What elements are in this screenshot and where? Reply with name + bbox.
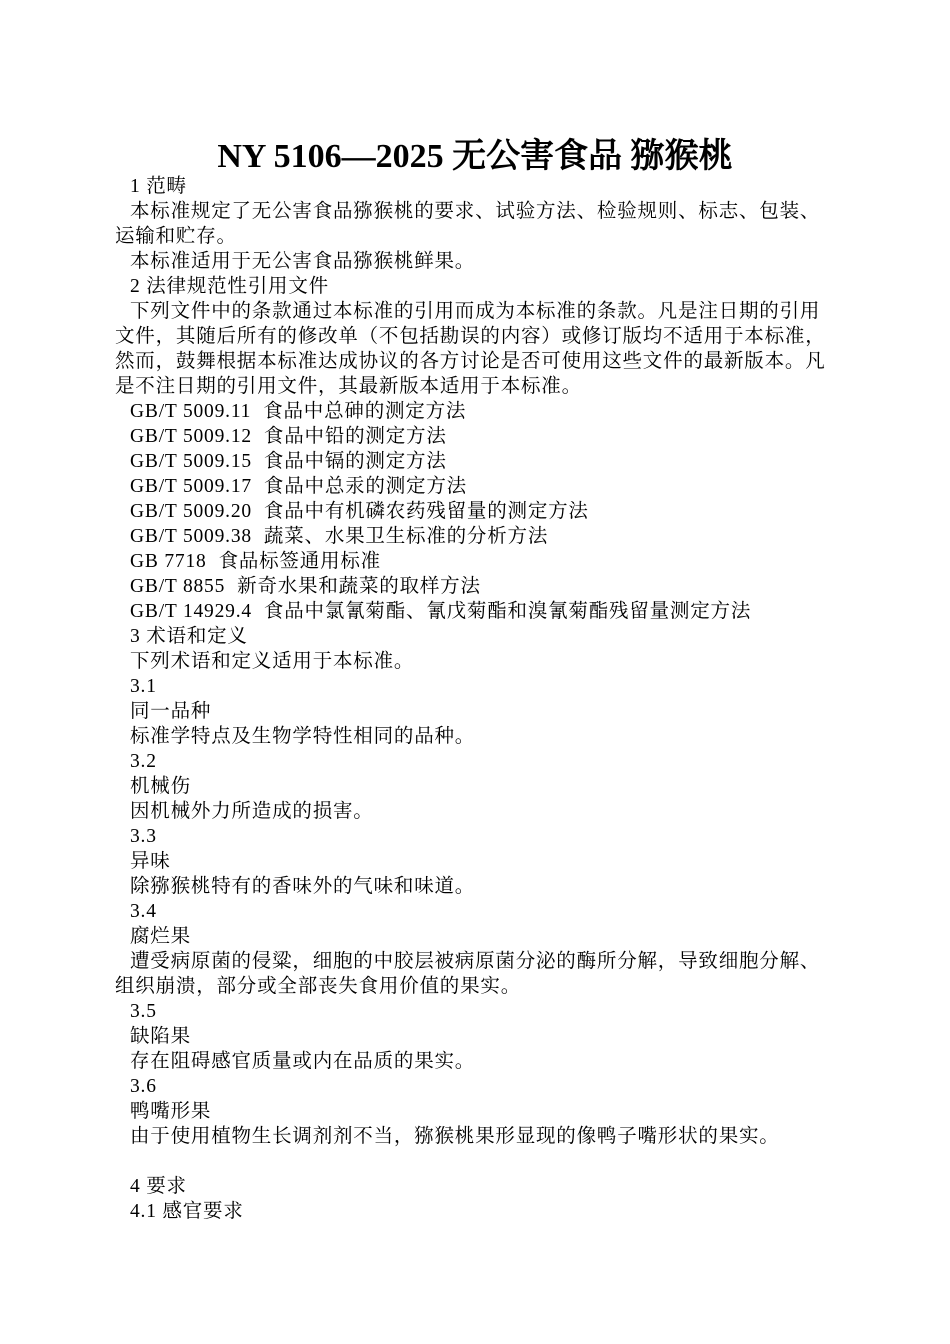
- reference-item: GB/T 5009.20 食品中有机磷农药残留量的测定方法: [130, 501, 589, 522]
- reference-item: GB/T 5009.11 食品中总砷的测定方法: [130, 401, 467, 422]
- paragraph: 本标准适用于无公害食品猕猴桃鲜果。: [130, 251, 476, 272]
- term-definition: 标准学特点及生物学特性相同的品种。: [130, 726, 476, 747]
- paragraph: 本标准规定了无公害食品猕猴桃的要求、试验方法、检验规则、标志、包装、运输和贮存。: [115, 201, 821, 247]
- document-body: [115, 174, 835, 1224]
- reference-item: GB/T 14929.4 食品中氯氰菊酯、氰戊菊酯和溴氰菊酯残留量测定方法: [130, 601, 752, 622]
- term-number: 3.4: [130, 901, 157, 922]
- subsection-heading: 4.1 感官要求: [130, 1201, 244, 1222]
- reference-list: [115, 399, 835, 624]
- paragraph: 下列术语和定义适用于本标准。: [130, 651, 415, 672]
- term-name: 同一品种: [130, 701, 212, 722]
- term-definition: 因机械外力所造成的损害。: [130, 801, 374, 822]
- reference-item: GB/T 8855 新奇水果和蔬菜的取样方法: [130, 576, 481, 597]
- term-number: 3.2: [130, 751, 157, 772]
- term-name: 异味: [130, 851, 171, 872]
- term-definition: 由于使用植物生长调剂剂不当，猕猴桃果形显现的像鸭子嘴形状的果实。: [130, 1126, 780, 1147]
- term-definition: 存在阻碍感官质量或内在品质的果实。: [130, 1051, 476, 1072]
- reference-item: GB 7718 食品标签通用标准: [130, 551, 381, 572]
- term-name: 腐烂果: [130, 926, 191, 947]
- section-heading-references: 2 法律规范性引用文件: [130, 276, 329, 297]
- term-number: 3.1: [130, 676, 157, 697]
- reference-item: GB/T 5009.15 食品中镉的测定方法: [130, 451, 447, 472]
- term-definition: 除猕猴桃特有的香味外的气味和味道。: [130, 876, 476, 897]
- term-name: 鸭嘴形果: [130, 1101, 212, 1122]
- section-heading-requirements: 4 要求: [130, 1176, 187, 1197]
- term-number: 3.5: [130, 1001, 157, 1022]
- term-definition: 遭受病原菌的侵粱，细胞的中胶层被病原菌分泌的酶所分解，导致细胞分解、组织崩溃，部分或全部丧失食用价值的果实。: [115, 951, 821, 997]
- term-number: 3.6: [130, 1076, 157, 1097]
- reference-item: GB/T 5009.12 食品中铅的测定方法: [130, 426, 447, 447]
- document-title: NY 5106—2025 无公害食品 猕猴桃: [217, 138, 733, 175]
- reference-item: GB/T 5009.38 蔬菜、水果卫生标准的分析方法: [130, 526, 549, 547]
- paragraph: 下列文件中的条款通过本标准的引用而成为本标准的条款。凡是注日期的引用文件，其随后所有的修改单（不包括勘误的内容）或修订版均不适用于本标准，然而，鼓舞根据本标准达成协议的各方讨论是否可使用这些文件的最新版本。凡是不注日期的引用文件，其最新版本适用于本标准。: [115, 301, 826, 397]
- section-heading-terms: 3 术语和定义: [130, 626, 248, 647]
- term-name: 缺陷果: [130, 1026, 191, 1047]
- section-heading-scope: 1 范畴: [130, 176, 187, 197]
- term-name: 机械伤: [130, 776, 191, 797]
- term-number: 3.3: [130, 826, 157, 847]
- reference-item: GB/T 5009.17 食品中总汞的测定方法: [130, 476, 467, 497]
